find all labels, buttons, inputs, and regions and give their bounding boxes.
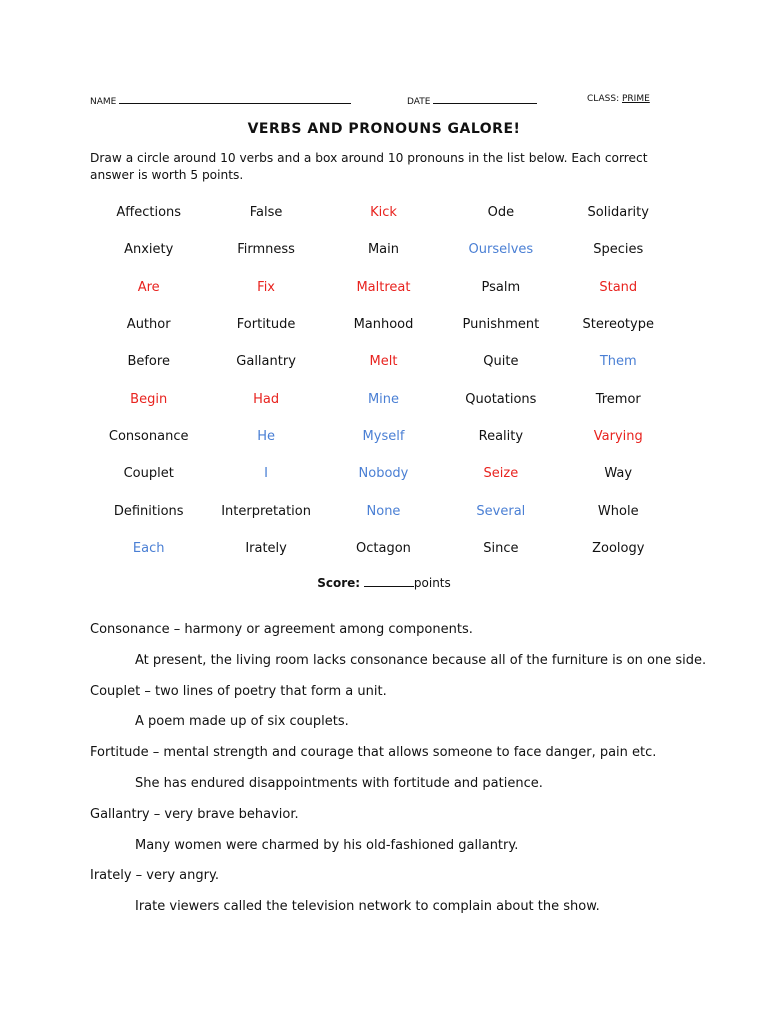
word-cell: Mine [367, 391, 400, 407]
word-cell: Melt [369, 354, 398, 370]
word-cell: Ode [487, 205, 515, 221]
example-sentence: She has endured disappointments with fortitude and patience. [135, 775, 543, 791]
class-value: PRIME [622, 94, 650, 104]
definition-line: Consonance – harmony or agreement among components. [90, 622, 473, 637]
word-grid-row [90, 231, 677, 268]
word-cell: Whole [597, 503, 639, 519]
word-cell: Since [483, 540, 519, 556]
class-field [587, 94, 650, 104]
word-cell: Firmness [237, 242, 295, 258]
example-sentence: Irate viewers called the television network to complain about the show. [135, 899, 600, 915]
word-cell: Affections [116, 205, 182, 221]
word-cell: Consonance [108, 428, 189, 444]
word-grid-row [90, 343, 677, 380]
example-sentence: At present, the living room lacks consonance because all of the furniture is on one side. [135, 652, 707, 668]
instructions-text: Draw a circle around 10 verbs and a box around 10 pronouns in the list below. Each correct answer is worth 5 points. [90, 151, 648, 182]
example-sentence: Many women were charmed by his old-fashioned gallantry. [135, 837, 519, 853]
definitions-list [90, 621, 710, 929]
name-blank-line [119, 94, 351, 104]
word-cell: Had [253, 391, 280, 407]
word-cell: Several [476, 503, 526, 519]
definition-line: Fortitude – mental strength and courage that allows someone to face danger, pain etc. [90, 745, 657, 761]
word-cell: Quite [483, 354, 519, 370]
word-cell: Irately [245, 540, 287, 556]
word-cell: Punishment [462, 317, 540, 333]
word-grid-row [90, 530, 677, 567]
word-cell: Interpretation [221, 503, 311, 519]
class-label: CLASS: [587, 94, 620, 104]
word-cell: Stereotype [582, 317, 654, 333]
word-grid-row [90, 194, 677, 231]
word-cell: Stand [599, 279, 638, 295]
word-cell: Zoology [592, 540, 645, 556]
date-label: DATE [407, 97, 431, 107]
word-cell: Begin [130, 391, 168, 407]
word-cell: I [264, 466, 268, 482]
date-field [407, 94, 537, 107]
word-cell: Varying [593, 428, 643, 444]
word-cell: Main [367, 242, 399, 258]
score-suffix: points [413, 576, 451, 590]
word-cell: He [257, 428, 275, 444]
word-cell: Fortitude [236, 317, 296, 333]
word-grid-row [90, 380, 677, 417]
word-cell: Solidarity [587, 205, 649, 221]
word-cell: Them [599, 354, 637, 370]
score-line [0, 575, 768, 590]
word-grid-row [90, 455, 677, 492]
word-cell: Fix [257, 279, 275, 295]
score-label: Score: [317, 576, 361, 590]
name-label: NAME [90, 97, 117, 107]
word-cell: Ourselves [468, 242, 534, 258]
word-grid-row [90, 306, 677, 343]
word-cell: Quotations [465, 391, 537, 407]
word-cell: Way [604, 466, 633, 482]
word-cell: Each [132, 540, 165, 556]
word-cell: Author [126, 317, 171, 333]
word-cell: Myself [362, 428, 405, 444]
word-cell: Seize [483, 466, 519, 482]
word-cell: Kick [370, 205, 397, 221]
word-cell: Are [137, 279, 160, 295]
word-grid-row [90, 269, 677, 306]
word-cell: Gallantry [236, 354, 296, 370]
word-grid [90, 194, 677, 567]
name-field [90, 94, 351, 107]
word-cell: Reality [478, 428, 524, 444]
example-sentence: A poem made up of six couplets. [135, 714, 349, 730]
word-cell: Anxiety [124, 242, 174, 258]
word-cell: Octagon [356, 540, 411, 556]
word-cell: Tremor [595, 391, 641, 407]
definition-line: Irately – very angry. [90, 868, 219, 884]
worksheet-title: VERBS AND PRONOUNS GALORE! [247, 121, 521, 137]
word-cell: Couplet [123, 466, 174, 482]
word-cell: Nobody [358, 466, 409, 482]
word-cell: Manhood [353, 317, 414, 333]
date-blank-line [433, 94, 537, 104]
word-cell: Before [127, 354, 170, 370]
word-cell: False [249, 205, 283, 221]
word-cell: Psalm [481, 279, 521, 295]
word-grid-row [90, 492, 677, 529]
word-cell: None [366, 503, 401, 519]
score-blank-line [364, 575, 414, 587]
word-grid-row [90, 418, 677, 455]
word-cell: Maltreat [356, 279, 411, 295]
definition-line: Couplet – two lines of poetry that form a unit. [90, 683, 387, 699]
word-cell: Species [593, 242, 644, 258]
word-cell: Definitions [113, 503, 184, 519]
definition-line: Gallantry – very brave behavior. [90, 806, 299, 822]
